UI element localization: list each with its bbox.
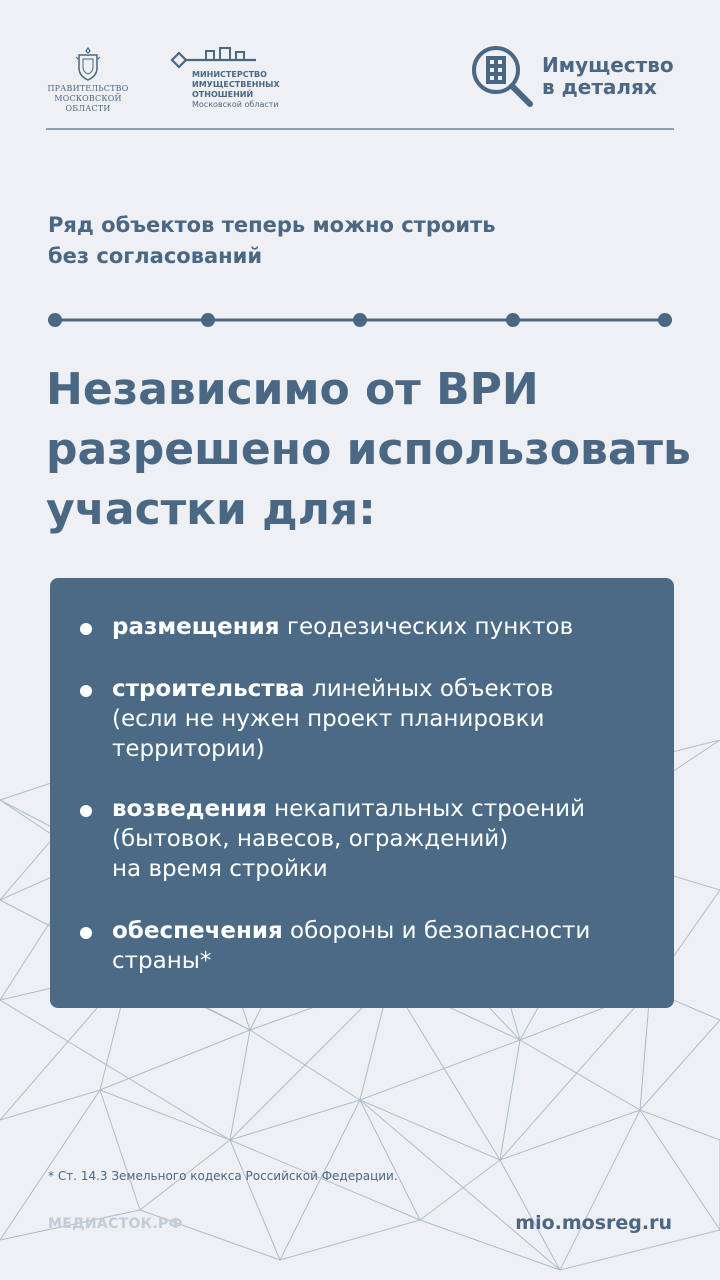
mediastok-link[interactable]: МЕДИАСТОК.РФ: [48, 1216, 183, 1232]
website-link[interactable]: mio.mosreg.ru: [515, 1212, 672, 1234]
magnifier-building-icon: [470, 44, 536, 108]
project-title: Имущество в деталях: [542, 53, 674, 99]
info-card: размещения геодезических пунктов строительства линейных объектов (если не нужен проект планировки территории) возведения некапитальных строений (бытовок, навесов, ограждений) на время стройки обеспечения обороны и безопасности страны*: [50, 578, 674, 1008]
timeline-decoration: [48, 310, 676, 330]
ministry-logo-text: МИНИСТЕРСТВО ИМУЩЕСТВЕННЫХ ОТНОШЕНИЙ Московской области: [192, 70, 280, 109]
government-logo: [46, 46, 130, 114]
footnote: * Ст. 14.3 Земельного кодекса Российской Федерации.: [48, 1169, 398, 1183]
headline: Независимо от ВРИ разрешено использовать участки для:: [46, 364, 691, 535]
bullet-icon: [80, 927, 92, 939]
government-logo-text: ПРАВИТЕЛЬСТВО МОСКОВСКОЙ ОБЛАСТИ: [47, 84, 129, 113]
header-divider: [46, 128, 674, 130]
subtitle: Ряд объектов теперь можно строить без согласований: [48, 213, 496, 268]
bullet-icon: [80, 805, 92, 817]
bullet-icon: [80, 623, 92, 635]
coat-of-arms-icon: [74, 46, 102, 82]
project-logo: [470, 44, 680, 108]
bullet-icon: [80, 685, 92, 697]
